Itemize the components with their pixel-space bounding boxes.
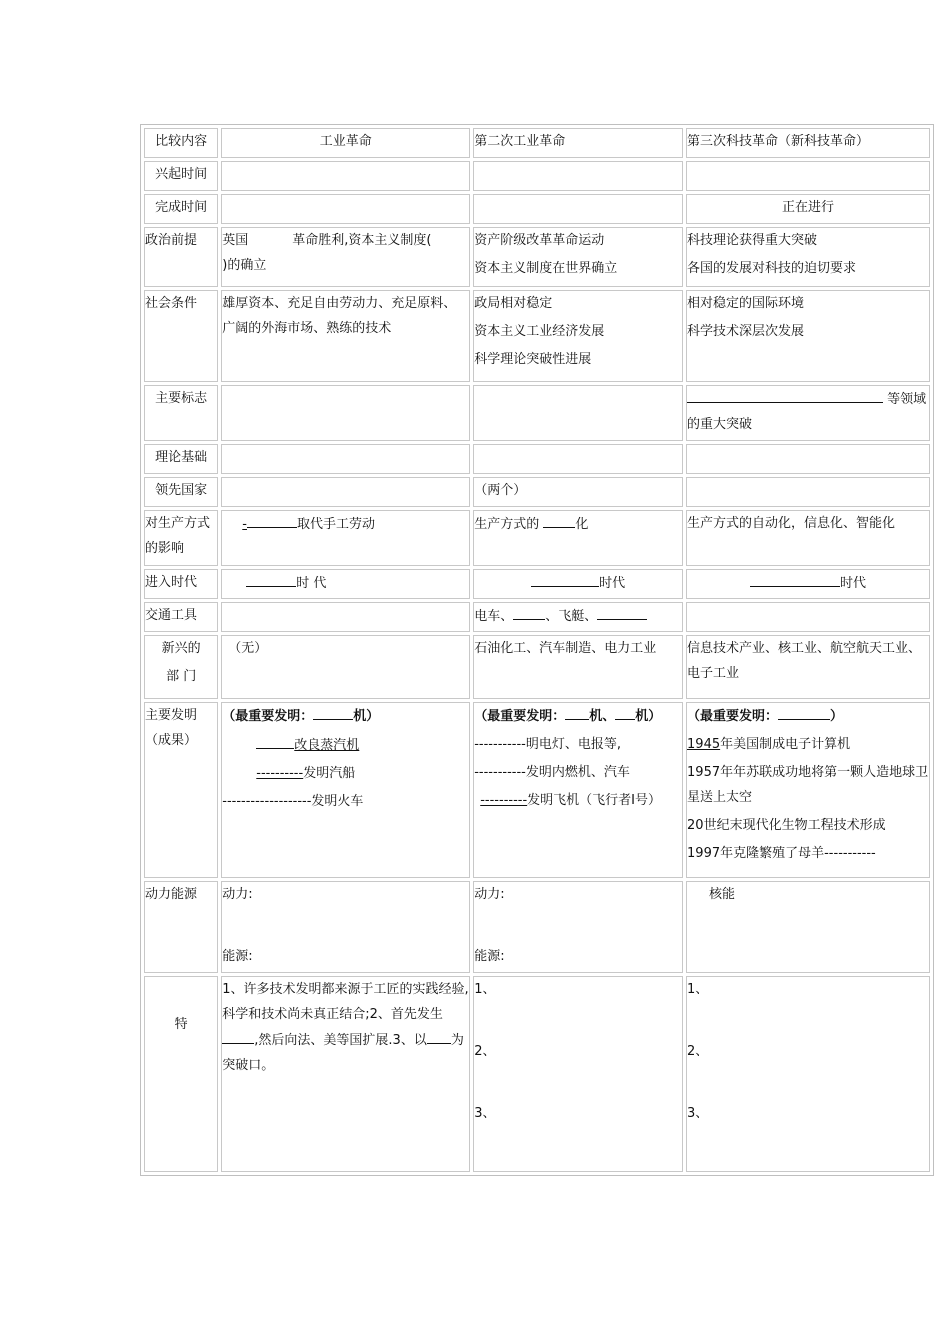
inventions-1-line-3-dash: ------------------- (222, 794, 312, 809)
inventions-1-blank[interactable] (313, 703, 353, 720)
row-rise-time (144, 161, 930, 191)
inventions-1-line-1-text: 改良蒸汽机 (294, 738, 360, 753)
production-blank-1[interactable] (247, 511, 297, 528)
header-third-tech-revolution: 第三次科技革命（新科技革命） (686, 128, 930, 158)
label-sectors (144, 635, 218, 699)
features-1-blank-2[interactable] (427, 1027, 451, 1044)
inventions-2-line-2-text: 发明内燃机、汽车 (525, 765, 630, 780)
row-features (144, 976, 930, 1172)
inventions-3-line-2: 1957年年苏联成功地将第一颗人造地球卫星送上太空 (687, 765, 929, 805)
label-signs: 主要标志 (144, 385, 218, 441)
inventions-2-head-b: 机、 (589, 709, 616, 724)
politics-text-b: 革命胜利,资本主义制度( (292, 233, 432, 248)
row-signs (144, 385, 930, 441)
row-leaders (144, 477, 930, 507)
cell-signs-2 (473, 385, 683, 441)
energy-2-source: 能源: (474, 949, 505, 964)
cell-features-2 (473, 976, 683, 1172)
comparison-table (140, 124, 934, 1176)
inventions-3-line-1-year: 1945 (687, 737, 721, 752)
cell-features-3 (686, 976, 930, 1172)
cell-era-3 (686, 569, 930, 599)
cell-leaders-1 (221, 477, 470, 507)
inventions-2-blank-2[interactable] (615, 703, 635, 720)
energy-1-source: 能源: (222, 949, 253, 964)
sectors-label-a: 新兴的 (161, 641, 201, 656)
inventions-1-line-3-text: 发明火车 (311, 794, 364, 809)
features-3-n1: 1、 (687, 982, 709, 997)
cell-politics-3 (686, 227, 930, 287)
era-text-2: 时代 (599, 576, 626, 591)
transport-text-b: 、飞艇、 (545, 609, 598, 624)
cell-energy-3 (686, 881, 930, 973)
cell-signs-3 (686, 385, 930, 441)
inventions-2-line-3 (474, 785, 682, 813)
cell-energy-1 (221, 881, 470, 973)
inventions-1-head (222, 703, 469, 729)
label-features (144, 976, 218, 1172)
energy-2-power: 动力: (474, 887, 505, 902)
inventions-1-line-3 (222, 786, 469, 814)
label-energy: 动力能源 (144, 881, 218, 973)
inventions-2-line-1-text: 明电灯、电报等, (525, 737, 621, 752)
production-text-1: 取代手工劳动 (296, 517, 375, 532)
cell-energy-2 (473, 881, 683, 973)
cell-rise-time-3 (686, 161, 930, 191)
row-production (144, 510, 930, 566)
era-text-3: 时代 (840, 576, 867, 591)
social-2-line-1: 政局相对稳定 (474, 296, 553, 311)
header-row (144, 128, 930, 158)
politics-3-line-1: 科技理论获得重大突破 (687, 233, 818, 248)
cell-production-3: 生产方式的自动化，信息化、智能化 (686, 510, 930, 566)
features-2-n2: 2、 (474, 1044, 496, 1059)
cell-theory-2 (473, 444, 683, 474)
inventions-2-line-2 (474, 757, 682, 785)
cell-era-1 (221, 569, 470, 599)
politics-2-line-1: 资产阶级改革革命运动 (474, 233, 605, 248)
cell-leaders-3 (686, 477, 930, 507)
label-theory: 理论基础 (144, 444, 218, 474)
transport-text-a: 电车、 (474, 609, 514, 624)
features-2-n3: 3、 (474, 1106, 496, 1121)
inventions-3-head (687, 703, 929, 729)
production-blank-2[interactable] (543, 511, 575, 528)
cell-complete-time-3: 正在进行 (686, 194, 930, 224)
social-2-line-2: 资本主义工业经济发展 (474, 324, 605, 339)
label-leaders: 领先国家 (144, 477, 218, 507)
features-3-n3: 3、 (687, 1106, 709, 1121)
cell-transport-3 (686, 602, 930, 632)
transport-blank-1[interactable] (513, 603, 545, 620)
label-social: 社会条件 (144, 290, 218, 382)
cell-sectors-3: 信息技术产业、核工业、航空航天工业、电子工业 (686, 635, 930, 699)
cell-social-1: 雄厚资本、充足自由劳动力、充足原料、广阔的外海市场、熟练的技术 (221, 290, 470, 382)
inventions-3-line-4: 1997年克隆繁殖了母羊----------- (687, 846, 876, 861)
inventions-1-head-a: （最重要发明： (222, 709, 314, 724)
inventions-1-line-2-dash: ---------- (256, 766, 304, 781)
inventions-3-blank[interactable] (778, 703, 830, 720)
inventions-3-line-1-text: 年美国制成电子计算机 (720, 737, 851, 752)
label-politics: 政治前提 (144, 227, 218, 287)
sectors-none: （无） (228, 641, 268, 656)
inventions-2-line-3-dash: ---------- (480, 793, 528, 808)
cell-complete-time-2 (473, 194, 683, 224)
production-text-2b: 化 (575, 517, 589, 532)
cell-social-2 (473, 290, 683, 382)
row-complete-time (144, 194, 930, 224)
label-transport: 交通工具 (144, 602, 218, 632)
row-transport (144, 602, 930, 632)
inventions-1-line-1 (222, 729, 469, 758)
cell-sectors-2: 石油化工、汽车制造、电力工业 (473, 635, 683, 699)
cell-sectors-1 (221, 635, 470, 699)
features-1-blank-1[interactable] (222, 1027, 254, 1044)
production-text-2a: 生产方式的 (474, 517, 540, 532)
cell-transport-2 (473, 602, 683, 632)
header-compare: 比较内容 (144, 128, 218, 158)
cell-politics-1 (221, 227, 470, 287)
cell-era-2 (473, 569, 683, 599)
cell-complete-time-1 (221, 194, 470, 224)
header-second-industrial-revolution: 第二次工业革命 (473, 128, 683, 158)
row-inventions (144, 702, 930, 878)
features-label: 特 (174, 1017, 188, 1032)
row-theory (144, 444, 930, 474)
inventions-1-head-b: 机） (353, 709, 380, 724)
politics-3-line-2: 各国的发展对科技的迫切要求 (687, 261, 857, 276)
label-rise-time: 兴起时间 (144, 161, 218, 191)
row-sectors (144, 635, 930, 699)
signs-text-b: 的重大突破 (687, 417, 753, 432)
social-3-line-2: 科学技术深层次发展 (687, 324, 805, 339)
cell-social-3 (686, 290, 930, 382)
cell-production-1 (221, 510, 470, 566)
cell-production-2 (473, 510, 683, 566)
features-2-n1: 1、 (474, 982, 496, 997)
label-production: 对生产方式的影响 (144, 510, 218, 566)
inventions-2-head-c: 机） (635, 709, 662, 724)
features-1-text-a: 1、许多技术发明都来源于工匠的实践经验,科学和技术尚未真正结合;2、首先发生 (222, 982, 469, 1022)
production-dash: - (242, 517, 247, 532)
inventions-3-head-a: （最重要发明： (687, 709, 779, 724)
energy-3-nuclear: 核能 (709, 887, 736, 902)
row-social (144, 290, 930, 382)
inventions-1-line-2 (222, 758, 469, 786)
inventions-3-head-b: ） (830, 709, 844, 724)
cell-leaders-2: （两个） (473, 477, 683, 507)
cell-inventions-3 (686, 702, 930, 878)
inventions-1-line-2-text: 发明汽船 (303, 766, 356, 781)
header-industrial-revolution: 工业革命 (221, 128, 470, 158)
signs-text-a: 等领域 (887, 392, 927, 407)
row-politics (144, 227, 930, 287)
inventions-3-line-3: 20世纪末现代化生物工程技术形成 (687, 818, 886, 833)
era-blank-3[interactable] (750, 570, 840, 587)
politics-text-c: )的确立 (222, 258, 267, 273)
row-era (144, 569, 930, 599)
inventions-2-line-3-text: 发明飞机（飞行者Ⅰ号） (527, 793, 661, 808)
row-energy (144, 881, 930, 973)
features-1-text-c: 为突破口。 (222, 1033, 464, 1073)
politics-2-line-2: 资本主义制度在世界确立 (474, 261, 618, 276)
energy-1-power: 动力: (222, 887, 253, 902)
inventions-2-blank-1[interactable] (565, 703, 589, 720)
inventions-2-line-2-dash: ----------- (474, 765, 526, 780)
cell-inventions-2 (473, 702, 683, 878)
cell-signs-1 (221, 385, 470, 441)
cell-rise-time-1 (221, 161, 470, 191)
social-2-line-3: 科学理论突破性进展 (474, 352, 592, 367)
inventions-label-b: （成果） (145, 733, 198, 748)
inventions-2-line-1-dash: ----------- (474, 737, 526, 752)
cell-rise-time-2 (473, 161, 683, 191)
sectors-label-b: 部 门 (166, 669, 197, 684)
cell-theory-3 (686, 444, 930, 474)
label-inventions (144, 702, 218, 878)
features-1-text-b: ,然后向法、美等国扩展.3、以 (254, 1033, 427, 1048)
inventions-2-line-1 (474, 729, 682, 757)
cell-inventions-1 (221, 702, 470, 878)
signs-blank[interactable] (687, 386, 883, 403)
label-era: 进入时代 (144, 569, 218, 599)
cell-politics-2 (473, 227, 683, 287)
politics-country: 英国 (222, 233, 249, 248)
cell-theory-1 (221, 444, 470, 474)
inventions-label-a: 主要发明 (145, 708, 198, 723)
inventions-2-head-a: （最重要发明： (474, 709, 566, 724)
inventions-2-head (474, 703, 682, 729)
transport-blank-2[interactable] (597, 603, 647, 620)
features-3-n2: 2、 (687, 1044, 709, 1059)
era-blank-1[interactable] (246, 570, 296, 587)
label-complete-time: 完成时间 (144, 194, 218, 224)
era-text-1: 时 代 (296, 576, 327, 591)
social-3-line-1: 相对稳定的国际环境 (687, 296, 805, 311)
era-blank-2[interactable] (531, 570, 599, 587)
cell-features-1 (221, 976, 470, 1172)
inventions-1-line-1-blank[interactable] (256, 732, 294, 749)
cell-transport-1 (221, 602, 470, 632)
inventions-3-line-1 (687, 729, 929, 757)
